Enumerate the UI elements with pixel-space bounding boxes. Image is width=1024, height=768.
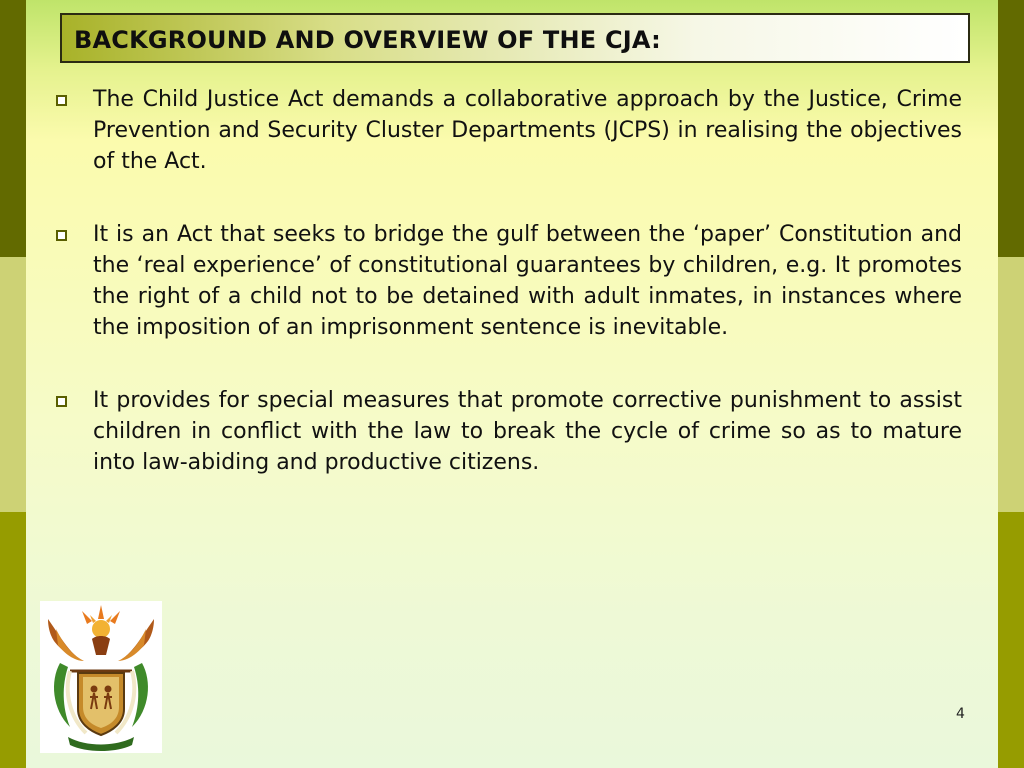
title-box bbox=[60, 13, 970, 63]
bullet-text: It provides for special measures that promote corrective punishment to assist children in conflict with the law to break the cycle of crime so as to mature into law-abiding and productive citizens. bbox=[93, 388, 962, 475]
bullet-text: It is an Act that seeks to bridge the gulf between the ‘paper’ Constitution and the ‘real experience’ of constitutional guarantees by children, e.g. It promotes the right of a child not to be detained with adult inmates, in instances where the imposition of an imprisonment sentence is inevitable. bbox=[93, 222, 962, 340]
bullet-item bbox=[56, 219, 962, 343]
right-band-middle bbox=[998, 257, 1024, 512]
page-number: 4 bbox=[956, 706, 965, 722]
bullet-list bbox=[56, 84, 962, 478]
bullet-item bbox=[56, 385, 962, 478]
square-bullet-icon bbox=[56, 230, 67, 241]
bullet-item bbox=[56, 84, 962, 177]
left-band-middle bbox=[0, 257, 26, 512]
slide bbox=[26, 0, 998, 768]
right-band-top bbox=[998, 0, 1024, 257]
right-band-bottom bbox=[998, 512, 1024, 768]
coat-of-arms-icon bbox=[40, 601, 162, 753]
bullet-text: The Child Justice Act demands a collaborative approach by the Justice, Crime Prevention and Security Cluster Departments (JCPS) in realising the objectives of the Act. bbox=[93, 87, 962, 174]
left-band-bottom bbox=[0, 512, 26, 768]
left-band-top bbox=[0, 0, 26, 257]
square-bullet-icon bbox=[56, 396, 67, 407]
slide-title: BACKGROUND AND OVERVIEW OF THE CJA: bbox=[74, 26, 661, 54]
square-bullet-icon bbox=[56, 95, 67, 106]
